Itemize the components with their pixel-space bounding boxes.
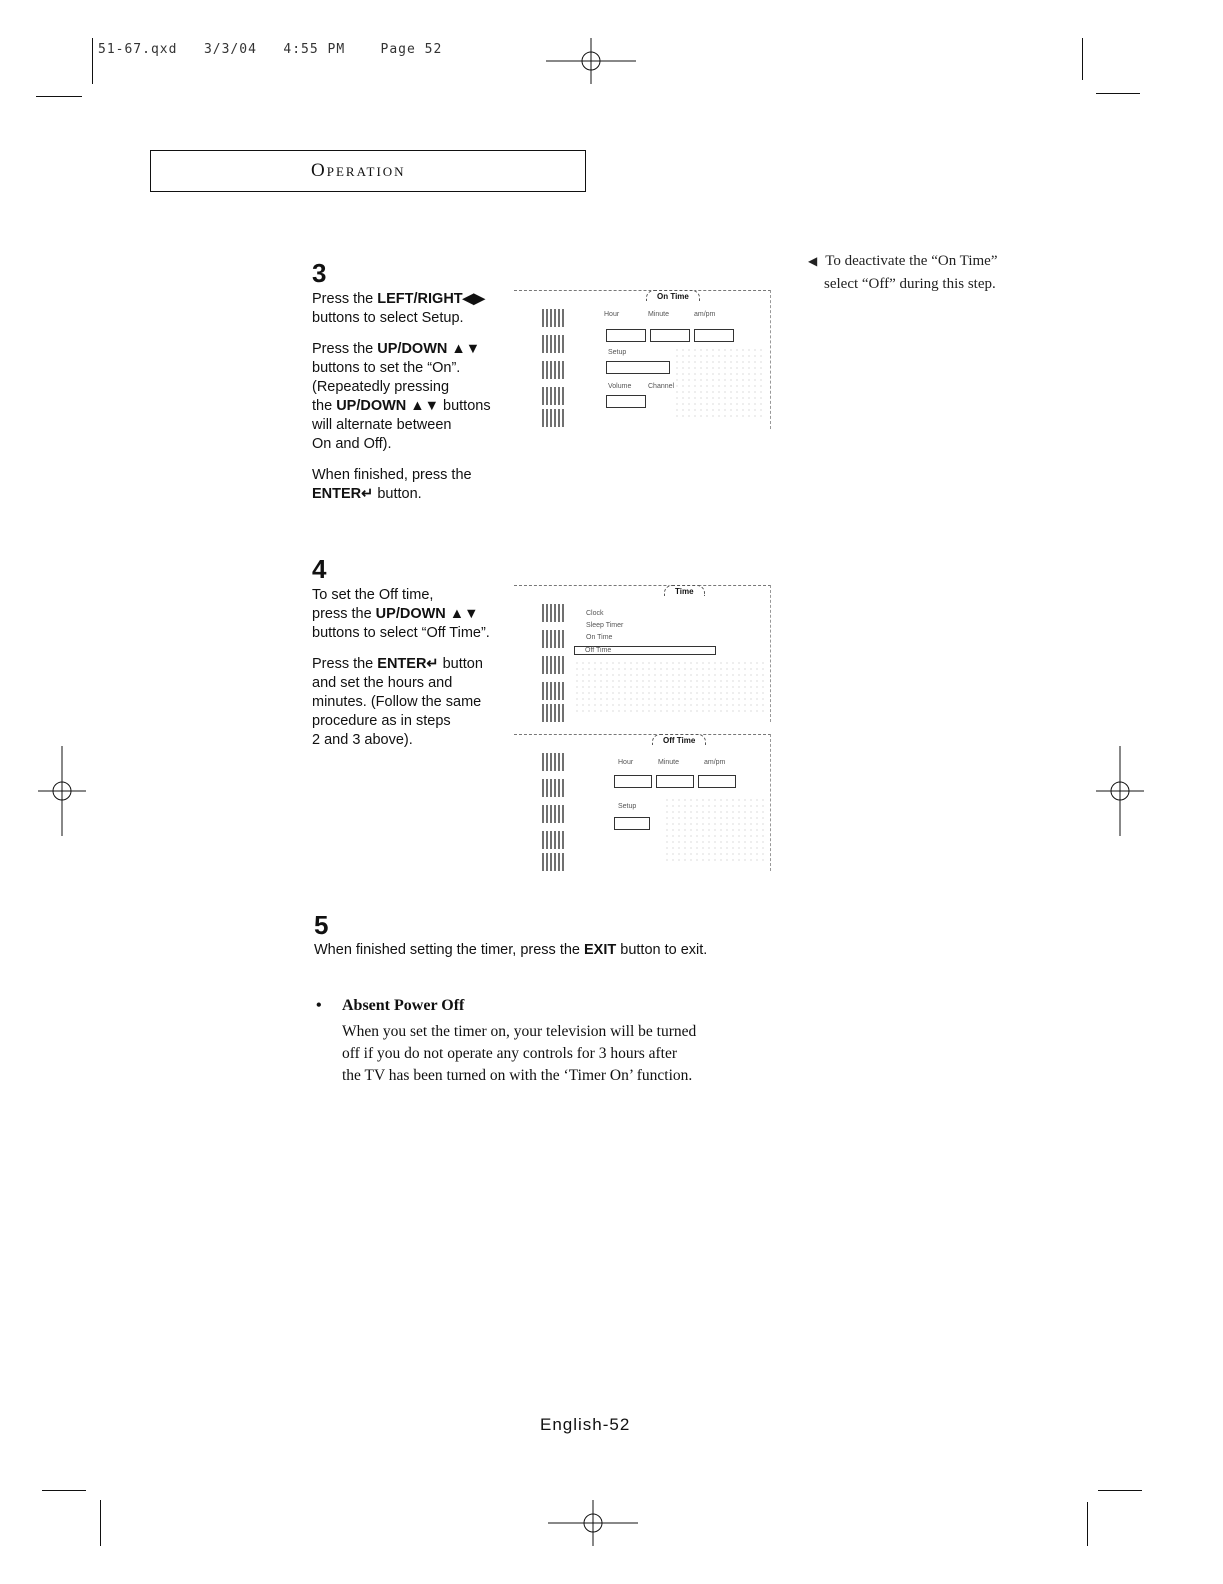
osd-label: On Time: [586, 634, 613, 641]
osd-sidebar: [514, 745, 566, 867]
osd-field: [698, 775, 736, 788]
arrow-left-icon: ◀: [808, 254, 818, 268]
osd-screen-on-time: [514, 290, 771, 429]
osd-field: [656, 775, 694, 788]
instruction-paragraph: To set the Off time, press the UP/DOWN ▲▼ buttons to select “Off Time”.: [312, 587, 490, 641]
slug-time: 4:55 PM: [283, 42, 346, 57]
osd-title: Time: [664, 585, 705, 596]
bullet-heading: • Absent Power Off: [316, 997, 465, 1014]
instruction-paragraph: Press the ENTER↵ button and set the hours and minutes. (Follow the same procedure as in steps 2 and 3 above).: [312, 656, 483, 748]
osd-sidebar: [514, 596, 566, 718]
section-title: Operation: [311, 160, 406, 181]
osd-label: am/pm: [704, 759, 726, 766]
registration-mark-icon: [38, 746, 86, 836]
osd-label: Minute: [648, 311, 670, 318]
osd-title: Off Time: [652, 734, 706, 745]
registration-mark-icon: [548, 1500, 638, 1546]
instruction-paragraph: Press the LEFT/RIGHT◀▶ buttons to select Setup.: [312, 291, 485, 326]
osd-field: [606, 329, 646, 342]
osd-field: [650, 329, 690, 342]
osd-label: Setup: [608, 349, 627, 356]
osd-label: Volume: [608, 383, 632, 390]
registration-mark-icon: [1096, 746, 1144, 836]
osd-label: Setup: [618, 803, 637, 810]
osd-label: Sleep Timer: [586, 622, 624, 629]
crop-mark: [1082, 38, 1083, 80]
page-number: English-52: [540, 1415, 631, 1434]
osd-label: am/pm: [694, 311, 716, 318]
registration-mark-icon: [546, 38, 636, 84]
instruction-paragraph: When finished setting the timer, press the EXIT button to exit.: [314, 942, 708, 958]
step-instructions: [314, 941, 834, 972]
osd-label: Clock: [586, 610, 604, 617]
osd-screen-off-time: [514, 734, 771, 871]
osd-field: [606, 395, 646, 408]
osd-label: Hour: [618, 759, 634, 766]
osd-field: [614, 817, 650, 830]
crop-mark: [1096, 93, 1140, 94]
osd-label: Minute: [658, 759, 680, 766]
instruction-paragraph: When finished, press the ENTER↵ button.: [312, 467, 472, 502]
osd-title: On Time: [646, 290, 700, 301]
crop-mark: [100, 1500, 101, 1546]
step-number: 4: [312, 554, 327, 584]
osd-label: Channel: [648, 383, 675, 390]
step-number: 3: [312, 258, 327, 288]
file-slug: [98, 42, 442, 57]
section-header: [150, 150, 586, 192]
step-instructions: [312, 586, 512, 762]
crop-mark: [36, 96, 82, 97]
crop-mark: [92, 38, 93, 84]
side-note-line: ◀ To deactivate the “On Time”: [808, 253, 998, 269]
slug-file: 51-67.qxd: [98, 42, 178, 57]
instruction-paragraph: Press the UP/DOWN ▲▼ buttons to set the “On”. (Repeatedly pressing the UP/DOWN ▲▼ buttons will alternate between On and Off).: [312, 341, 491, 452]
bullet-note: [316, 997, 776, 1087]
step-instructions: [312, 290, 512, 516]
crop-mark: [1087, 1502, 1088, 1546]
side-note: [808, 250, 1068, 296]
bullet-body: When you set the timer on, your television will be turned off if you do not operate any controls for 3 hours after the TV has been turned on with the ‘Timer On’ function.: [342, 1023, 697, 1084]
osd-label-selected: Off Time: [574, 646, 716, 655]
osd-label: Hour: [604, 311, 620, 318]
osd-field: [614, 775, 652, 788]
osd-field-selected: [606, 361, 670, 374]
osd-screen-time: [514, 585, 771, 722]
slug-date: 3/3/04: [203, 42, 257, 57]
step-number: 5: [314, 910, 329, 940]
crop-mark: [42, 1490, 86, 1491]
crop-mark: [1098, 1490, 1142, 1491]
osd-sidebar: [514, 301, 566, 425]
side-note-line: select “Off” during this step.: [824, 276, 996, 292]
osd-field: [694, 329, 734, 342]
slug-page: Page 52: [380, 42, 443, 57]
bullet-icon: •: [316, 997, 322, 1014]
